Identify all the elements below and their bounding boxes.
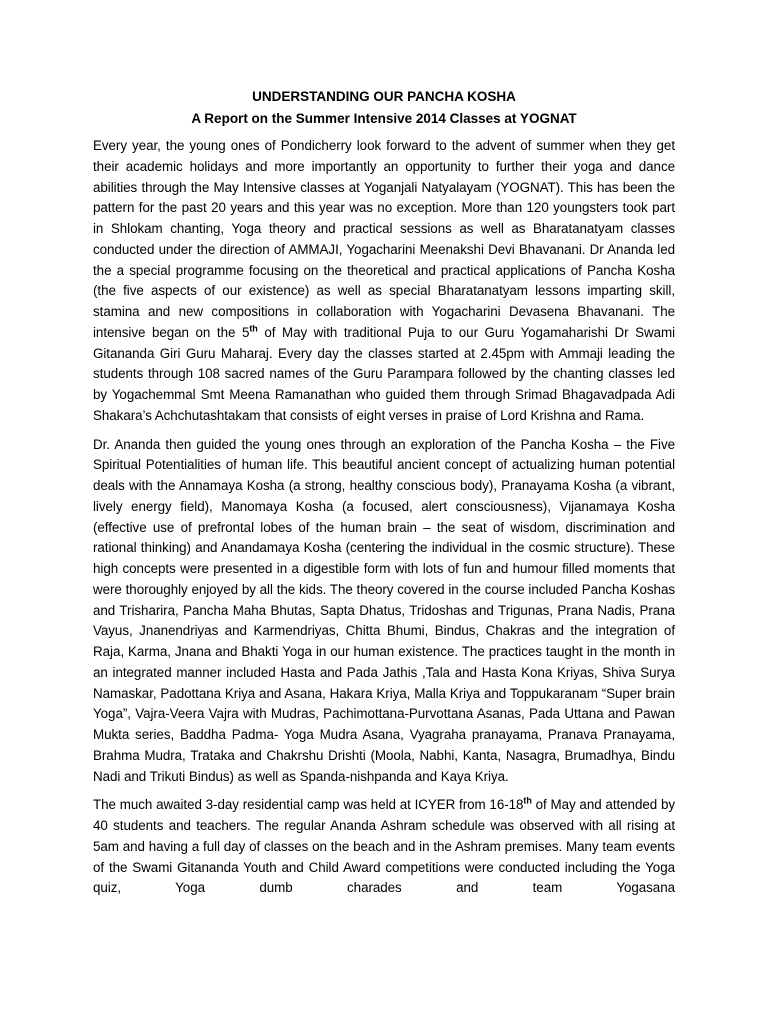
paragraph-camp-text: The much awaited 3-day residential camp was held at ICYER from 16-18 bbox=[93, 797, 524, 813]
paragraph-intro-text: Every year, the young ones of Pondicherry look forward to the advent of summer when they get their academic holidays and more importantly an opportunity to further their yoga and dance abilities through the May Intensive classes at Yoganjali Natyalayam (YOGNAT). This has been the pattern for the past 20 years and this year was no exception. More than 120 youngsters took part in Shlokam chanting, Yoga theory and practical sessions as well as Bharatanatyam classes conducted under the direction of AMMAJI, Yogacharini Meenakshi Devi Bhavanani. Dr Ananda led the a special programme focusing on the theoretical and practical applications of Pancha Kosha (the five aspects of our existence) as well as special Bharatanatyam lessons imparting skill, stamina and new compositions in collaboration with Yogacharini Devasena Bhavanani. The intensive began on the 5 bbox=[93, 138, 675, 340]
ordinal-suffix: th bbox=[249, 323, 258, 334]
paragraph-residential-camp bbox=[93, 795, 675, 899]
document-title: UNDERSTANDING OUR PANCHA KOSHA bbox=[252, 89, 516, 104]
paragraph-intro bbox=[93, 136, 675, 427]
paragraph-pancha-kosha: Dr. Ananda then guided the young ones through an exploration of the Pancha Kosha – the Five Spiritual Potentialities of human life. This beautiful ancient concept of actualizing human potential deals with the Annamaya Kosha (a strong, healthy conscious body), Pranayama Kosha (a vibrant, lively energy field), Manomaya Kosha (a focused, alert consciousness), Vijanamaya Kosha (effective use of prefrontal lobes of the human brain – the seat of wisdom, discrimination and rational thinking) and Anandamaya Kosha (centering the individual in the cosmic structure). These high concepts were presented in a digestible form with lots of fun and humour filled moments that were thoroughly enjoyed by all the kids. The theory covered in the course included Pancha Koshas and Trisharira, Pancha Maha Bhutas, Sapta Dhatus, Tridoshas and Trigunas, Prana Nadis, Prana Vayus, Jnanendriyas and Karmendriyas, Chitta Bhumi, Bindus, Chakras and the integration of Raja, Karma, Jnana and Bhakti Yoga in our human existence. The practices taught in the month in an integrated manner included Hasta and Pada Jathis ,Tala and Hasta Kona Kriyas, Shiva Surya Namaskar, Padottana Kriya and Asana, Hakara Kriya, Malla Kriya and Toppukaranam “Super brain Yoga”, Vajra-Veera Vajra with Mudras, Pachimottana-Purvottana Asanas, Pada Uttana and Pawan Mukta series, Baddha Padma- Yoga Mudra Asana, Vyagraha pranayama, Pranava Pranayama, Brahma Mudra, Trataka and Chakrshu Drishti (Moola, Nabhi, Kanta, Nasagra, Brumadhya, Bindu Nadi and Trikuti Bindus) as well as Spanda-nishpanda and Kaya Kriya. bbox=[93, 436, 675, 784]
ordinal-suffix: th bbox=[523, 795, 532, 806]
paragraph-camp-text-continued: of May and attended by 40 students and teachers. The regular Ananda Ashram schedule was observed with all rising at 5am and having a full day of classes on the beach and in the Ashram premises. Many team events of the Swami Gitananda Youth and Child Award competitions were conducted including the Yoga quiz, Yoga dumb charades and team Yogasana bbox=[93, 797, 675, 896]
document-page bbox=[93, 86, 675, 907]
paragraph-intro-text-continued: of May with traditional Puja to our Guru Yogamaharishi Dr Swami Gitananda Giri Guru Maharaj. Every day the classes started at 2.45pm with Ammaji leading the students through 108 sacred names of the Guru Parampara followed by the chanting classes led by Yogachemmal Smt Meena Ramanathan who guided them through Srimad Bhagavadpada Adi Shakara’s Achchutashtakam that consists of eight verses in praise of Lord Krishna and Rama. bbox=[93, 324, 675, 423]
document-subtitle: A Report on the Summer Intensive 2014 Classes at YOGNAT bbox=[191, 111, 577, 126]
